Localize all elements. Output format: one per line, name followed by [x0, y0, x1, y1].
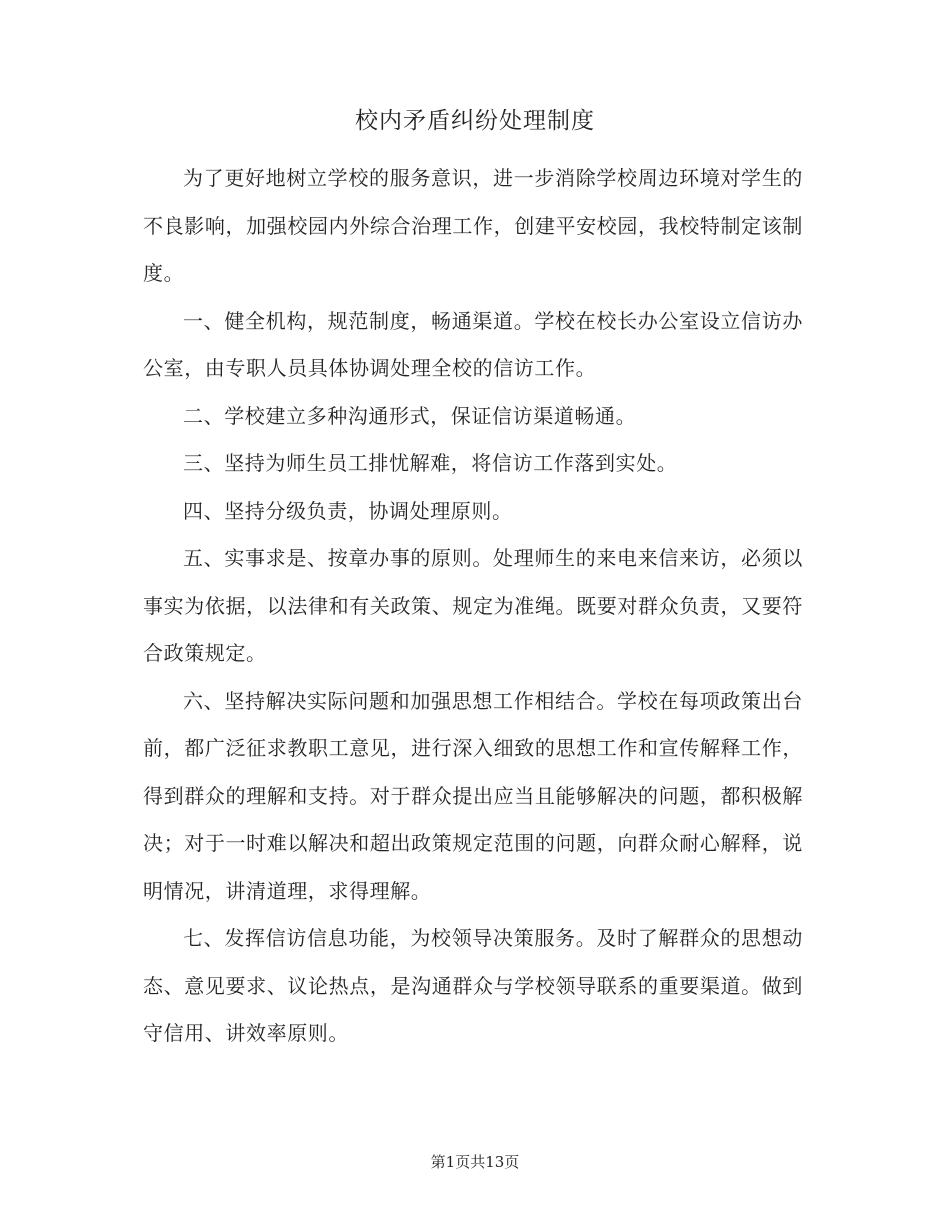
paragraph-intro: 为了更好地树立学校的服务意识，进一步消除学校周边环境对学生的不良影响，加强校园内外综合治理工作，创建平安校园，我校特制定该制度。: [143, 166, 803, 285]
page-number-footer: 第1页共13页: [430, 1153, 520, 1171]
document-title: 校内矛盾纠纷处理制度: [355, 108, 595, 134]
paragraph-item-1: 一、健全机构，规范制度，畅通渠道。学校在校长办公室设立信访办公室，由专职人员具体协调处理全校的信访工作。: [143, 308, 803, 380]
paragraph-item-4: 四、坚持分级负责，协调处理原则。: [183, 498, 513, 523]
paragraph-item-3: 三、坚持为师生员工排忧解难，将信访工作落到实处。: [183, 451, 678, 475]
paragraph-item-5: 五、实事求是、按章办事的原则。处理师生的来电来信来访，必须以事实为依据，以法律和有关政策、规定为准绳。既要对群众负责，又要符合政策规定。: [143, 546, 803, 665]
paragraph-item-2: 二、学校建立多种沟通形式，保证信访渠道畅通。: [183, 403, 637, 428]
paragraph-item-6: 六、坚持解决实际问题和加强思想工作相结合。学校在每项政策出台前，都广泛征求教职工意见，进行深入细致的思想工作和宣传解释工作，得到群众的理解和支持。对于群众提出应当且能够解决的问题，都积极解决；对于一时难以解决和超出政策规定范围的问题，向群众耐心解释，说明情况，讲清道理，求得理解。: [143, 688, 803, 903]
document-body: [143, 155, 803, 1058]
paragraph-item-7: 七、发挥信访信息功能，为校领导决策服务。及时了解群众的思想动态、意见要求、议论热点，是沟通群众与学校领导联系的重要渠道。做到守信用、讲效率原则。: [143, 926, 803, 1045]
